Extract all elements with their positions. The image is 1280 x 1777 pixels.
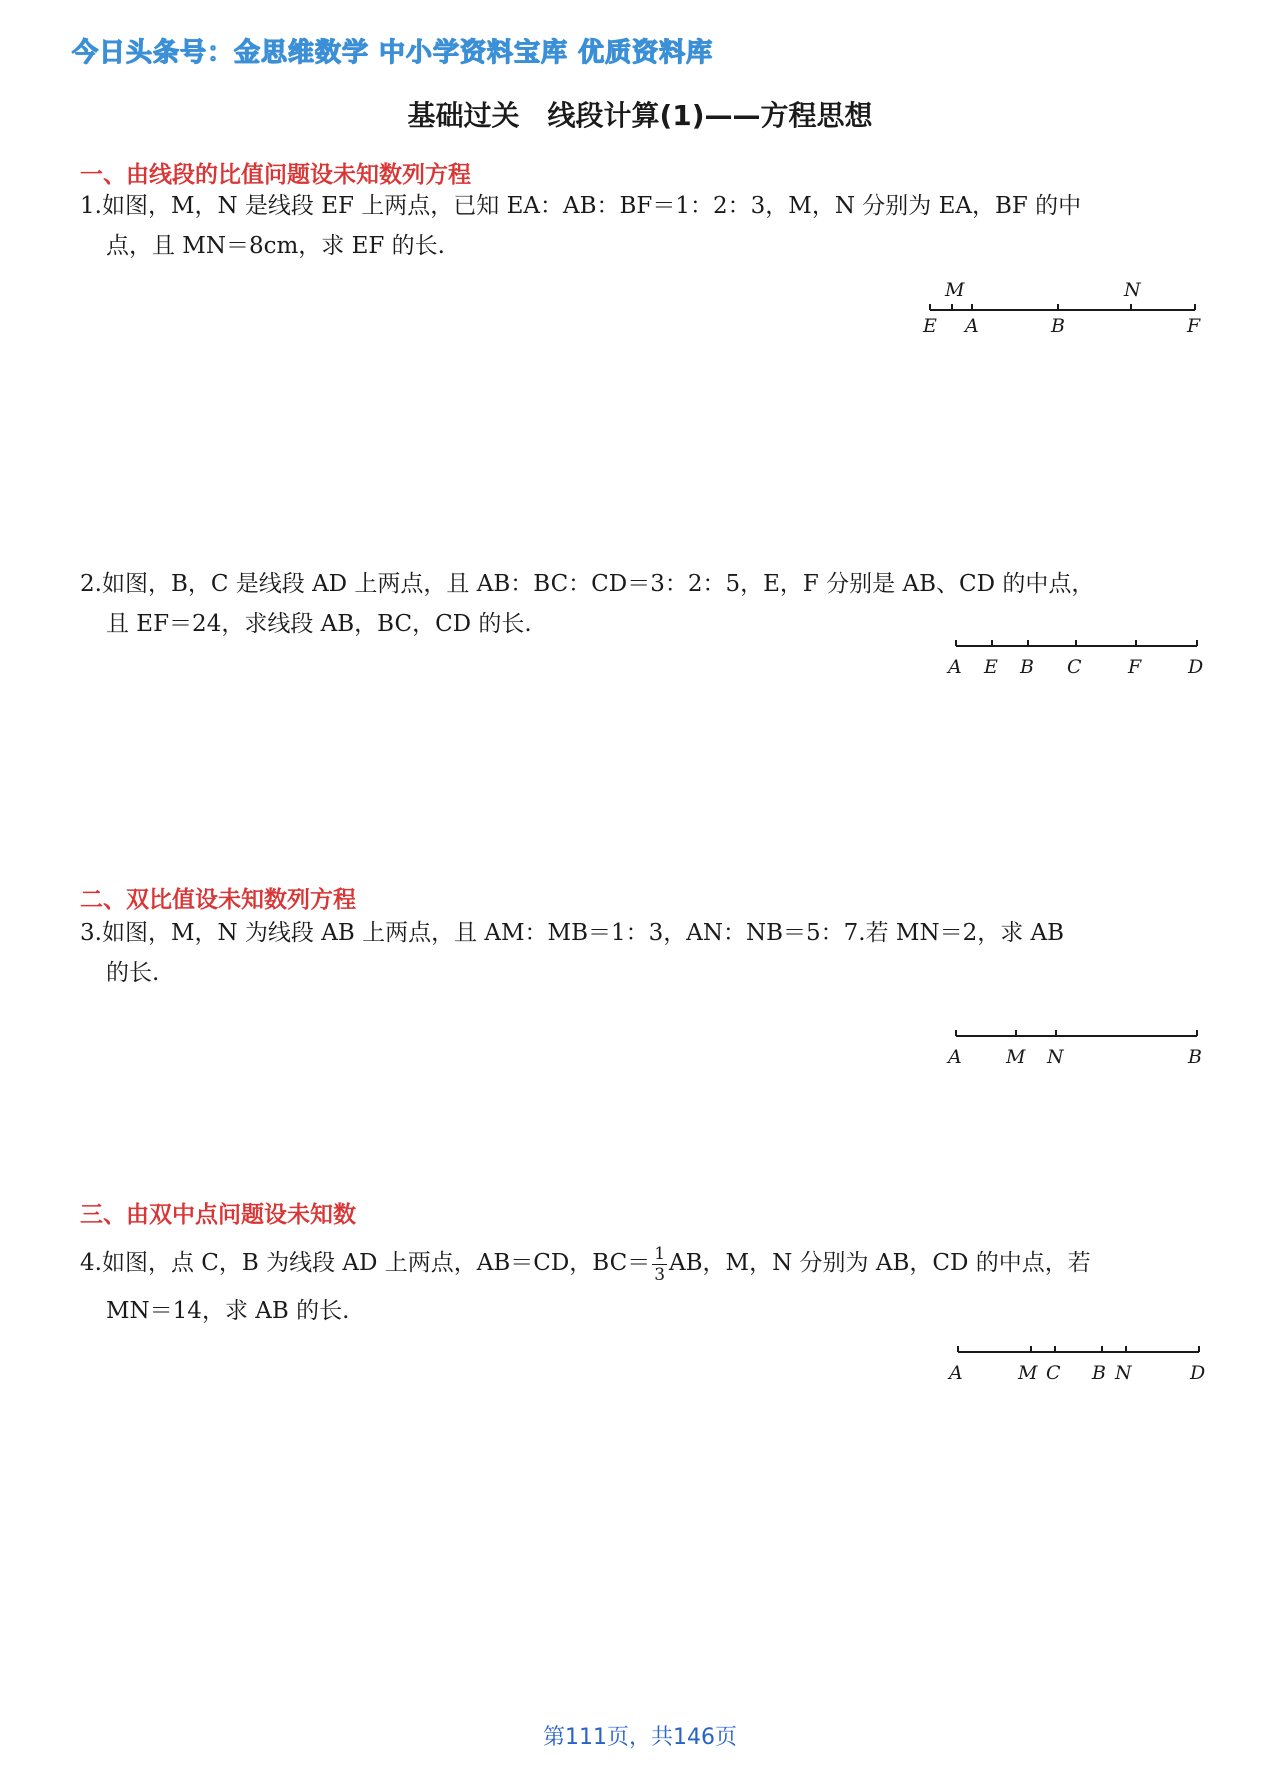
label-b: B	[1188, 1046, 1202, 1068]
fraction-numerator: 1	[654, 1243, 666, 1264]
watermark-text: 今日头条号：金思维数学 中小学资料宝库 优质资料库	[72, 38, 714, 68]
section-heading-2: 二、双比值设未知数列方程	[80, 887, 356, 913]
problem-3	[80, 913, 1205, 993]
fraction-denominator: 3	[654, 1264, 666, 1285]
label-e: E	[923, 315, 937, 337]
figure-4-segment-diagram	[945, 1336, 1215, 1396]
problem-1-line-1: 1.如图，M，N 是线段 EF 上两点，已知 EA：AB：BF＝1：2：3，M，N 分别为 EA，BF 的中	[80, 193, 1082, 219]
label-e: E	[984, 656, 998, 678]
label-b: B	[1051, 315, 1065, 337]
label-a: A	[948, 1046, 962, 1068]
section-heading-1: 一、由线段的比值问题设未知数列方程	[80, 162, 471, 188]
label-b: B	[1020, 656, 1034, 678]
problem-4	[80, 1235, 1205, 1331]
label-c: C	[1046, 1362, 1061, 1384]
problem-4-line-1	[80, 1235, 1205, 1291]
label-d: D	[1188, 656, 1204, 678]
label-a: A	[949, 1362, 963, 1384]
figure-2-segment-diagram	[945, 630, 1215, 690]
label-b: B	[1092, 1362, 1106, 1384]
label-a: A	[948, 656, 962, 678]
problem-3-line-1: 3.如图，M，N 为线段 AB 上两点，且 AM：MB＝1：3，AN：NB＝5：7.若 MN＝2，求 AB	[80, 920, 1065, 946]
label-n: N	[1115, 1362, 1132, 1384]
label-n: N	[1124, 279, 1141, 301]
label-m: M	[945, 279, 965, 301]
label-f: F	[1187, 315, 1201, 337]
label-m: M	[1006, 1046, 1026, 1068]
label-m: M	[1018, 1362, 1038, 1384]
problem-4-text-before: 4.如图，点 C，B 为线段 AD 上两点，AB＝CD，BC＝	[80, 1250, 651, 1276]
fraction-one-third	[652, 1244, 667, 1285]
page-indicator: 第111页，共146页	[543, 1725, 737, 1750]
label-a: A	[965, 315, 979, 337]
problem-4-text-after: AB，M，N 分别为 AB，CD 的中点，若	[669, 1250, 1091, 1276]
problem-4-line-2: MN＝14，求 AB 的长.	[106, 1298, 350, 1324]
label-c: C	[1067, 656, 1082, 678]
figure-1-segment-diagram	[925, 252, 1205, 342]
problem-2-line-1: 2.如图，B，C 是线段 AD 上两点，且 AB：BC：CD＝3：2：5，E，F 分别是 AB、CD 的中点，	[80, 571, 1095, 597]
problem-3-line-2: 的长.	[106, 960, 160, 986]
problem-2-line-2: 且 EF＝24，求线段 AB，BC，CD 的长.	[106, 611, 532, 637]
label-d: D	[1190, 1362, 1206, 1384]
label-f: F	[1128, 656, 1142, 678]
page-title: 基础过关 线段计算(1)——方程思想	[407, 99, 873, 132]
label-n: N	[1047, 1046, 1064, 1068]
figure-3-segment-diagram	[945, 1020, 1215, 1080]
section-heading-3: 三、由双中点问题设未知数	[80, 1202, 356, 1228]
problem-1-line-2: 点，且 MN＝8cm，求 EF 的长.	[106, 233, 445, 259]
